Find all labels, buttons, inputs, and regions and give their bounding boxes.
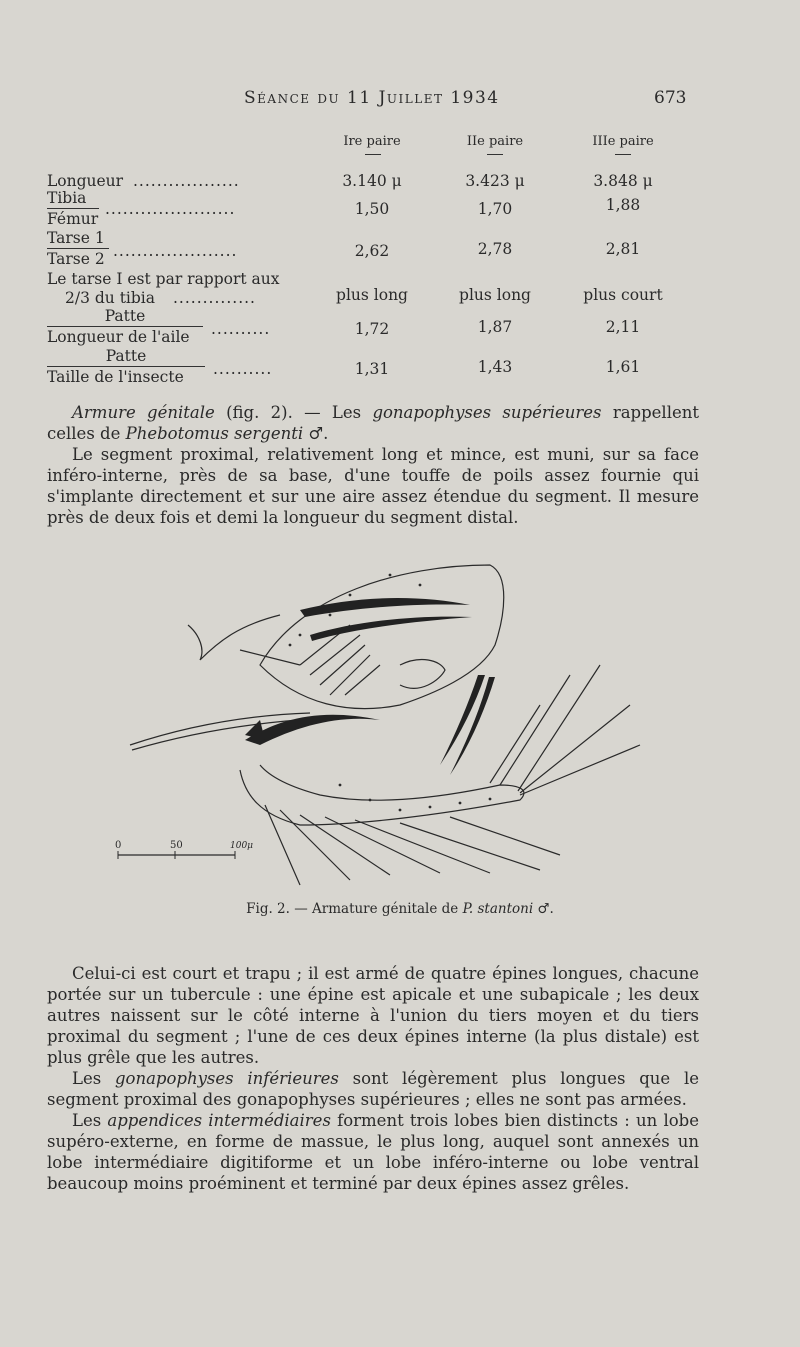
table-row [47, 190, 747, 230]
scale-label: 50 [170, 840, 183, 851]
paragraph [47, 1068, 699, 1110]
table-cell: 1,72 [354, 320, 390, 338]
leader-dots: .......... [211, 320, 271, 338]
fraction-numerator: Patte [105, 347, 147, 365]
column-header: IIIe paire [592, 134, 654, 149]
divider [615, 154, 631, 155]
table-cell: 3.848 μ [593, 172, 653, 190]
italic-term: Armure génitale [72, 403, 215, 422]
table-cell: 2,81 [605, 240, 641, 258]
table-row [47, 230, 747, 270]
running-header [0, 88, 800, 114]
italic-term: gonapophyses supérieures [372, 403, 602, 422]
row-label-fraction [47, 190, 99, 228]
text-run: Les [72, 1111, 108, 1130]
caption-text: Fig. 2. — Armature génitale de [246, 901, 463, 917]
table-row [47, 348, 747, 388]
table-cell: 3.423 μ [465, 172, 525, 190]
table-cell: 2,62 [354, 242, 390, 260]
table-cell: 1,43 [477, 358, 513, 376]
table-cell: plus long [459, 286, 531, 304]
fraction-denominator: Longueur de l'aile [47, 328, 190, 346]
text-run: ♂. [303, 424, 329, 443]
italic-term: Phebotomus sergenti [125, 424, 304, 443]
table-row [47, 308, 747, 348]
paragraph: Le segment proximal, relativement long et mince, est muni, sur sa face inféro-interne, près de sa base, d'une touffe de poils assez fournie qui s'implante directement et sur une aire assez étendue du segment. Il mesure près de deux fois et demi la longueur du segment distal. [47, 445, 699, 527]
header-title: Séance du 11 Juillet 1934 [244, 88, 500, 108]
table-cell: 2,11 [605, 318, 641, 336]
row-label-fraction [47, 348, 205, 386]
row-label: Le tarse I est par rapport aux [47, 270, 280, 288]
fraction-numerator: Tibia [47, 189, 87, 207]
leader-dots: ..................... [113, 242, 238, 260]
row-label: 2/3 du tibia [65, 289, 156, 307]
text-block-lower [47, 963, 699, 1194]
scale-label: 100μ [230, 841, 254, 851]
caption-species: P. stantoni [462, 901, 534, 917]
paragraph: Celui-ci est court et trapu ; il est armé de quatre épines longues, chacune portée sur un tubercule : une épine est apicale et une subapicale ; les deux autres naissent sur le côté interne à l'union du tiers moyen et du tiers proximal du segment ; l'une de ces deux épines interne (la plus distale) est plus grêle que les autres. [47, 964, 699, 1067]
italic-term: gonapophyses inférieures [114, 1069, 339, 1088]
paragraph [47, 1110, 699, 1194]
fraction-bar [47, 326, 203, 327]
caption-text: ♂. [533, 901, 554, 917]
table-cell: 1,87 [477, 318, 513, 336]
table-cell: 3.140 μ [342, 172, 402, 190]
row-label-fraction [47, 308, 203, 346]
fraction-numerator: Tarse 1 [47, 229, 105, 247]
fraction-bar [47, 366, 205, 367]
table-cell: 1,61 [605, 358, 641, 376]
genital-armature-figure [100, 555, 660, 905]
text-run: sont légèrement plus longues que le segment proximal des gonapophyses supérieures ; elles ne sont pas armées. [47, 1069, 699, 1109]
paragraph [47, 402, 699, 444]
table-cell: 1,88 [605, 196, 641, 214]
fraction-denominator: Taille de l'insecte [47, 368, 184, 386]
table-cell: 1,50 [354, 200, 390, 218]
table-cell: 1,70 [477, 200, 513, 218]
table-cell: plus court [583, 286, 663, 304]
column-header: Ire paire [343, 134, 401, 149]
text-run: Les [72, 1069, 115, 1088]
figure-caption [0, 901, 800, 917]
fraction-denominator: Fémur [47, 210, 99, 228]
column-header: IIe paire [466, 134, 524, 149]
leader-dots: .......... [213, 360, 273, 378]
leader-dots: .............. [173, 289, 256, 307]
leader-dots: .................. [133, 172, 240, 190]
text-run: forment trois lobes bien distincts : un lobe supéro-externe, en forme de massue, le plus long, auquel sont annexés un lobe intermédiaire digitiforme et un lobe inféro-interne ou lobe ventral beaucoup moins proéminent et terminé par deux épines assez grêles. [47, 1111, 699, 1193]
scale-label: 0 [115, 840, 122, 851]
fraction-bar [47, 248, 109, 249]
page-number: 673 [654, 88, 687, 108]
row-label-fraction [47, 230, 109, 268]
fraction-bar [47, 208, 99, 209]
text-run: (fig. 2). — Les [214, 403, 373, 422]
text-block-upper [47, 402, 699, 528]
fraction-denominator: Tarse 2 [47, 250, 105, 268]
row-label: Longueur [47, 172, 124, 190]
table-cell: 2,78 [477, 240, 513, 258]
table-row [47, 270, 747, 310]
leader-dots: ...................... [105, 200, 236, 218]
divider [487, 154, 503, 155]
divider [365, 154, 381, 155]
text-run: rappellent celles de [47, 403, 700, 443]
table-cell: 1,31 [354, 360, 390, 378]
table-cell: plus long [336, 286, 408, 304]
italic-term: appendices intermédiaires [107, 1111, 331, 1130]
scale-bar [115, 840, 253, 859]
fraction-numerator: Patte [104, 307, 146, 325]
